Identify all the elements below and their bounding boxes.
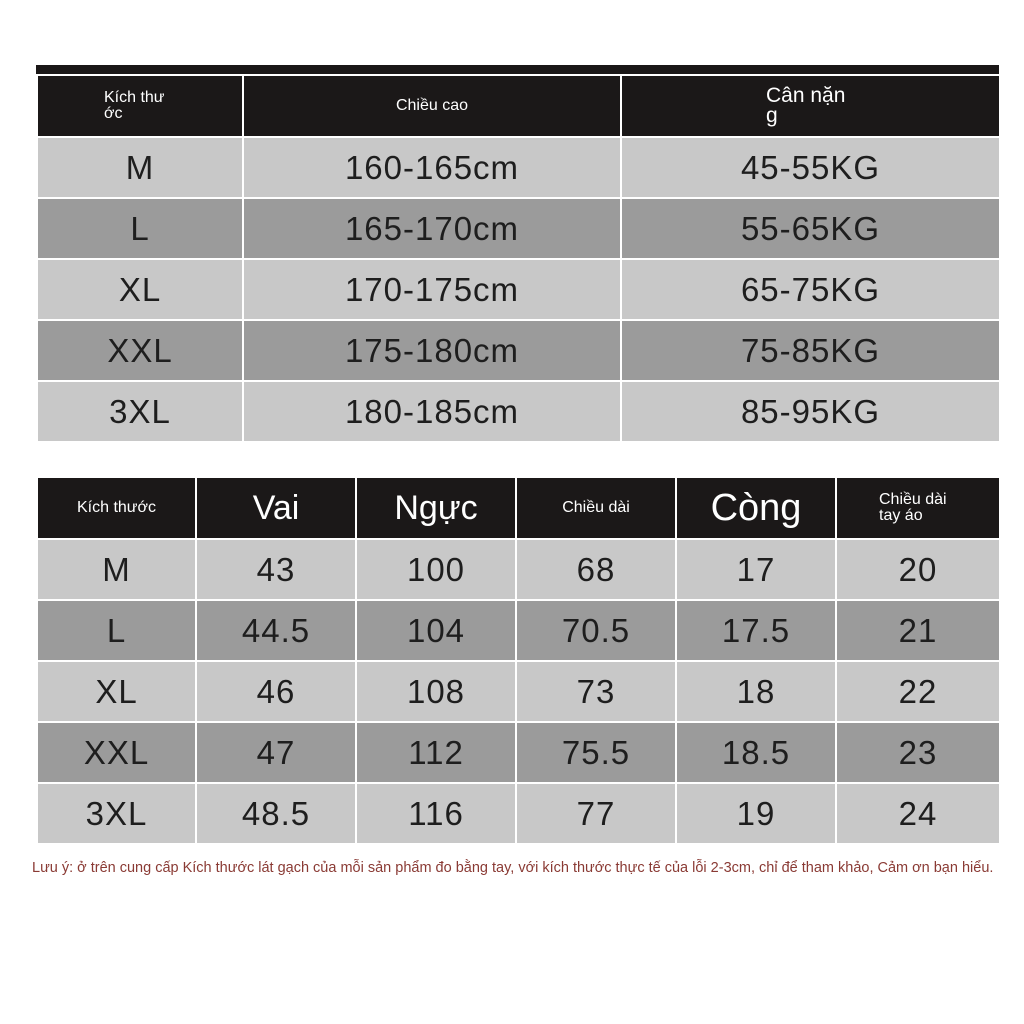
- length-cell: 77: [516, 783, 676, 844]
- table-row: [37, 259, 1000, 320]
- table-header-row: [37, 75, 1000, 137]
- header-size: Kích thư ớc: [37, 75, 243, 137]
- table-row: [37, 661, 1000, 722]
- table-row: [37, 600, 1000, 661]
- shoulder-cell: 46: [196, 661, 356, 722]
- cuff-cell: 17.5: [676, 600, 836, 661]
- header-size: Kích thước: [37, 477, 196, 539]
- sleeve-cell: 24: [836, 783, 1000, 844]
- cuff-cell: 18: [676, 661, 836, 722]
- weight-cell: 55-65KG: [621, 198, 1000, 259]
- measurement-note: Lưu ý: ở trên cung cấp Kích thước lát gạch của mỗi sản phẩm đo bằng tay, với kích thước thực tế của lỗi 2-3cm, chỉ để tham khảo, Cảm ơn bạn hiểu.: [32, 860, 994, 876]
- header-shoulder: Vai: [196, 477, 356, 539]
- size-cell: L: [37, 600, 196, 661]
- header-sleeve-length: Chiều dài tay áo: [836, 477, 1000, 539]
- shoulder-cell: 44.5: [196, 600, 356, 661]
- size-cell: XL: [37, 259, 243, 320]
- weight-cell: 75-85KG: [621, 320, 1000, 381]
- sleeve-cell: 20: [836, 539, 1000, 600]
- weight-cell: 65-75KG: [621, 259, 1000, 320]
- size-cell: XXL: [37, 320, 243, 381]
- header-length: Chiều dài: [516, 477, 676, 539]
- top-rule: [36, 65, 999, 74]
- table-row: [37, 783, 1000, 844]
- table-row: [37, 381, 1000, 442]
- shoulder-cell: 43: [196, 539, 356, 600]
- chest-cell: 108: [356, 661, 516, 722]
- sleeve-cell: 23: [836, 722, 1000, 783]
- chest-cell: 100: [356, 539, 516, 600]
- length-cell: 75.5: [516, 722, 676, 783]
- garment-measurement-table: [36, 476, 1001, 845]
- size-cell: L: [37, 198, 243, 259]
- shoulder-cell: 48.5: [196, 783, 356, 844]
- cuff-cell: 18.5: [676, 722, 836, 783]
- length-cell: 73: [516, 661, 676, 722]
- size-cell: M: [37, 137, 243, 198]
- table-row: [37, 320, 1000, 381]
- size-cell: XL: [37, 661, 196, 722]
- chest-cell: 116: [356, 783, 516, 844]
- header-cuff: Còng: [676, 477, 836, 539]
- cuff-cell: 17: [676, 539, 836, 600]
- header-chest: Ngực: [356, 477, 516, 539]
- size-height-weight-table: [36, 74, 1001, 443]
- size-cell: XXL: [37, 722, 196, 783]
- sleeve-cell: 21: [836, 600, 1000, 661]
- height-cell: 160-165cm: [243, 137, 621, 198]
- table-row: [37, 198, 1000, 259]
- table-row: [37, 137, 1000, 198]
- height-cell: 180-185cm: [243, 381, 621, 442]
- height-cell: 175-180cm: [243, 320, 621, 381]
- height-cell: 170-175cm: [243, 259, 621, 320]
- header-weight: Cân nặn g: [621, 75, 1000, 137]
- shoulder-cell: 47: [196, 722, 356, 783]
- length-cell: 68: [516, 539, 676, 600]
- table-header-row: [37, 477, 1000, 539]
- size-cell: 3XL: [37, 381, 243, 442]
- chest-cell: 112: [356, 722, 516, 783]
- chest-cell: 104: [356, 600, 516, 661]
- sleeve-cell: 22: [836, 661, 1000, 722]
- header-height: Chiều cao: [243, 75, 621, 137]
- size-cell: 3XL: [37, 783, 196, 844]
- table-row: [37, 539, 1000, 600]
- weight-cell: 85-95KG: [621, 381, 1000, 442]
- table-row: [37, 722, 1000, 783]
- length-cell: 70.5: [516, 600, 676, 661]
- size-cell: M: [37, 539, 196, 600]
- cuff-cell: 19: [676, 783, 836, 844]
- height-cell: 165-170cm: [243, 198, 621, 259]
- weight-cell: 45-55KG: [621, 137, 1000, 198]
